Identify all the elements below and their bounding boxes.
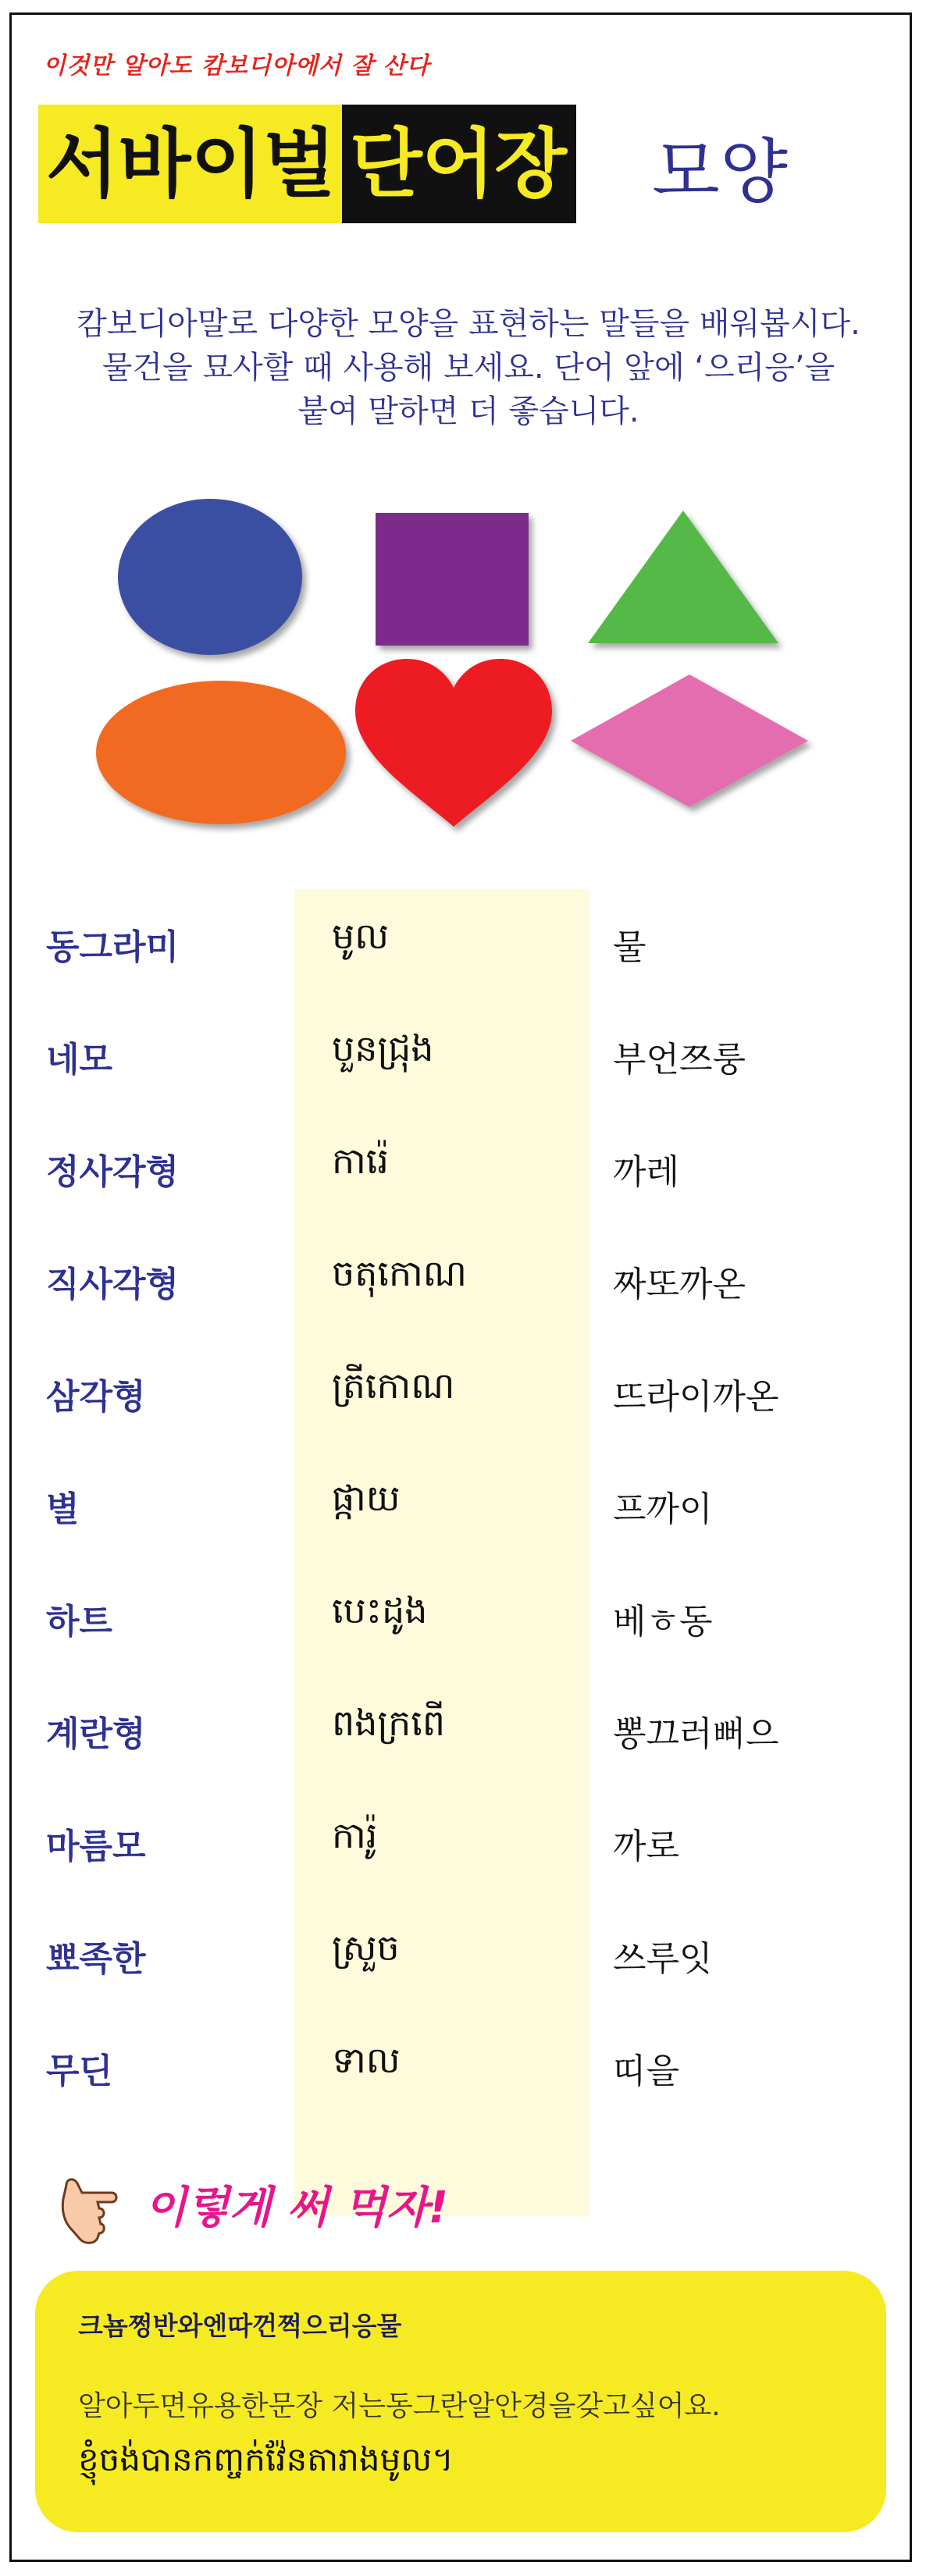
khmer-word: មូល [332, 915, 389, 957]
example-title: 크뇸쩡반와엔따껀쩍으리응물 [78, 2311, 402, 2341]
shapes-illustration [12, 499, 914, 858]
usage-title: 이렇게 써 먹자! [144, 2183, 449, 2233]
heart-shape [355, 659, 552, 827]
korean-word: 네모 [46, 1040, 113, 1080]
pronunciation: 베ㅎ동 [613, 1602, 713, 1642]
pronunciation: 띠을 [613, 2051, 680, 2091]
korean-word: 정사각형 [46, 1152, 180, 1192]
vocab-row [12, 2021, 914, 2133]
intro-text [43, 302, 894, 433]
korean-word: 하트 [46, 1602, 113, 1642]
vocab-row [12, 1234, 914, 1347]
khmer-word: ត្រីកោណ [332, 1364, 455, 1407]
khmer-word: ចតុកោណ [332, 1252, 467, 1294]
vocab-row [12, 1909, 914, 2021]
example-khmer: ខ្ញុំចង់បានកញ្ចក់វ៉ែនតារាងមូល។ [78, 2440, 454, 2478]
korean-word: 동그라미 [46, 927, 180, 967]
pronunciation: 쓰루잇 [613, 1939, 713, 1979]
khmer-word: ពងក្រពើ [332, 1702, 446, 1744]
khmer-word: បេះដូង [332, 1589, 428, 1631]
vocab-row [12, 897, 914, 1009]
vocab-row [12, 1684, 914, 1796]
vocab-card [9, 12, 912, 2562]
pronunciation: 물 [613, 927, 646, 967]
korean-word: 별 [46, 1489, 80, 1529]
pointing-hand-icon [51, 2161, 137, 2247]
khmer-word: ផ្កាយ [332, 1477, 401, 1519]
korean-word: 마름모 [46, 1827, 146, 1866]
khmer-word: ស្រួច [332, 1927, 400, 1969]
vocab-row [12, 1122, 914, 1234]
korean-word: 삼각형 [46, 1377, 146, 1417]
vocab-row [12, 1347, 914, 1459]
vocab-row [12, 1009, 914, 1122]
intro-line: 캄보디아말로 다양한 모양을 표현하는 말들을 배워봅시다. [77, 306, 860, 342]
pronunciation: 까로 [613, 1827, 680, 1866]
korean-word: 무딘 [46, 2051, 113, 2091]
intro-line: 붙여 말하면 더 좋습니다. [297, 393, 639, 429]
vocab-row [12, 1459, 914, 1571]
intro-line: 물건을 묘사할 때 사용해 보세요. 단어 앞에 ‘으리응’을 [102, 350, 835, 386]
oval-shape [96, 681, 346, 824]
vocab-row [12, 1796, 914, 1909]
diamond-shape [571, 674, 808, 807]
square-shape [376, 513, 529, 646]
vocab-row [12, 1571, 914, 1684]
pronunciation: 까레 [613, 1152, 680, 1192]
korean-word: 직사각형 [46, 1265, 180, 1304]
tagline: 이것만 알아도 캄보디아에서 잘 산다 [43, 52, 430, 80]
pronunciation: 프까이 [613, 1489, 713, 1529]
khmer-word: ទាល [332, 2039, 401, 2081]
korean-word: 뾰족한 [46, 1939, 146, 1979]
khmer-word: ការ៉េ [332, 1140, 389, 1182]
triangle-shape [588, 511, 778, 643]
khmer-word: បួនជ្រុង [332, 1027, 434, 1069]
logo-part1: 서바이벌 [38, 105, 342, 223]
pronunciation: 뜨라이까온 [613, 1377, 779, 1417]
pronunciation: 짜또까온 [613, 1265, 746, 1304]
example-korean: 알아두면유용한문장 저는동그란알안경을갖고싶어요. [78, 2390, 721, 2422]
example-sentence-box [35, 2271, 886, 2532]
korean-word: 계란형 [46, 1714, 146, 1754]
topic-title: 모양 [652, 131, 788, 213]
pronunciation: 부언쯔룽 [613, 1040, 746, 1080]
circle-shape [118, 499, 302, 655]
pronunciation: 뽕끄러뻐으 [613, 1714, 779, 1754]
logo-part2: 단어장 [342, 105, 576, 223]
khmer-word: ការ៉ូ [332, 1814, 378, 1856]
logo [38, 105, 576, 223]
